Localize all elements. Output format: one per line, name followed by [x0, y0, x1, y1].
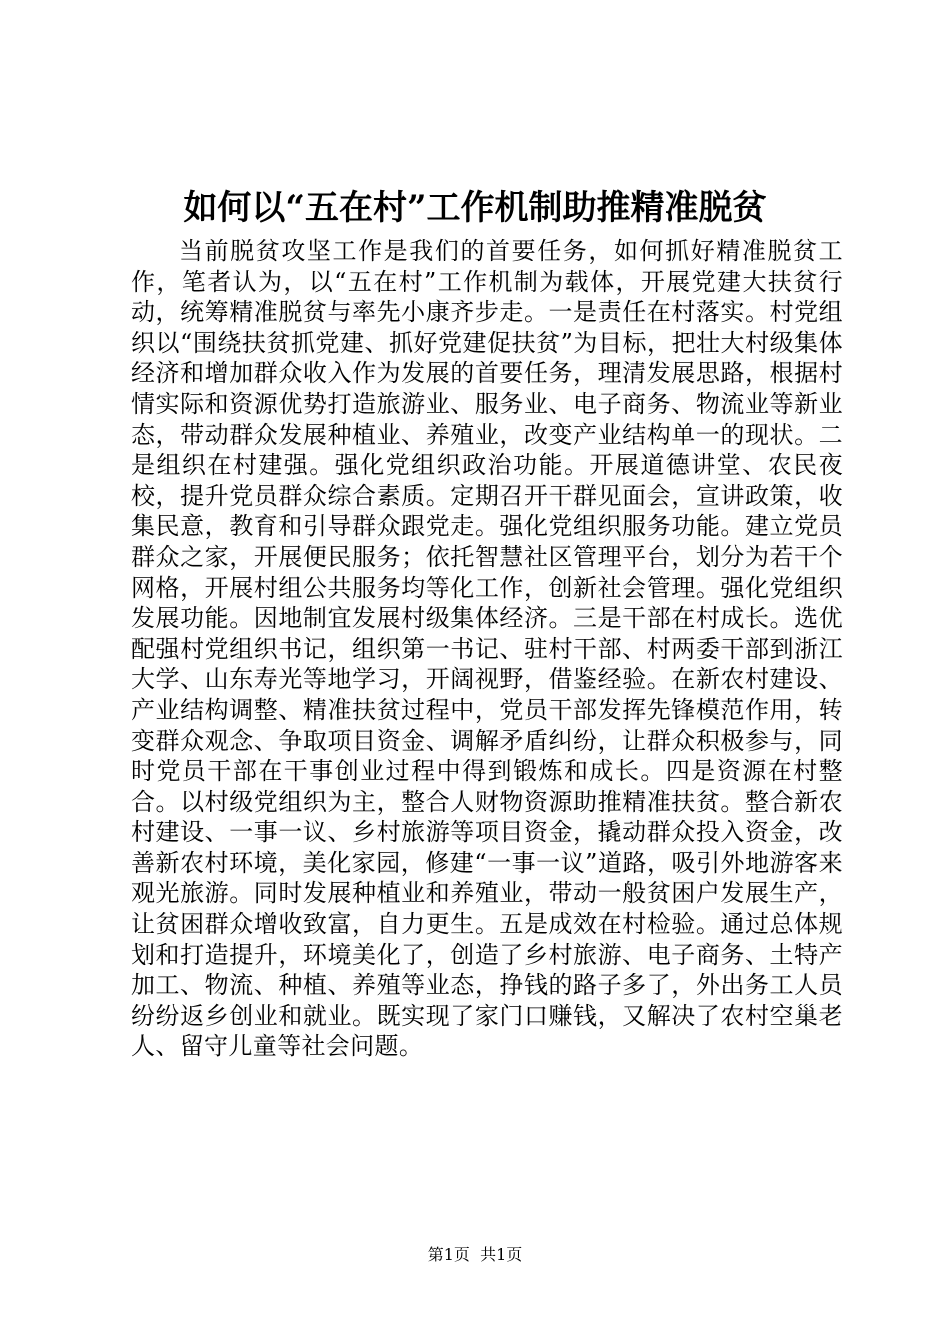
page-footer [0, 1243, 950, 1267]
page-total: 共1页 [480, 1245, 523, 1264]
page-number: 第1页 [427, 1245, 470, 1264]
document-body-paragraph: 当前脱贫攻坚工作是我们的首要任务，如何抓好精准脱贫工作，笔者认为，以“五在村”工作机制为载体，开展党建大扶贫行动，统筹精准脱贫与率先小康齐步走。一是责任在村落实。村党组织以“围绕扶贫抓党建、抓好党建促扶贫”为目标，把壮大村级集体经济和增加群众收入作为发展的首要任务，理清发展思路，根据村情实际和资源优势打造旅游业、服务业、电子商务、物流业等新业态，带动群众发展种植业、养殖业，改变产业结构单一的现状。二是组织在村建强。强化党组织政治功能。开展道德讲堂、农民夜校，提升党员群众综合素质。定期召开干群见面会，宣讲政策，收集民意，教育和引导群众跟党走。强化党组织服务功能。建立党员群众之家，开展便民服务；依托智慧社区管理平台，划分为若干个网格，开展村组公共服务均等化工作，创新社会管理。强化党组织发展功能。因地制宜发展村级集体经济。三是干部在村成长。选优配强村党组织书记，组织第一书记、驻村干部、村两委干部到浙江大学、山东寿光等地学习，开阔视野，借鉴经验。在新农村建设、产业结构调整、精准扶贫过程中，党员干部发挥先锋模范作用，转变群众观念、争取项目资金、调解矛盾纠纷，让群众积极参与，同时党员干部在干事创业过程中得到锻炼和成长。四是资源在村整合。以村级党组织为主，整合人财物资源助推精准扶贫。整合新农村建设、一事一议、乡村旅游等项目资金，撬动群众投入资金，改善新农村环境，美化家园，修建“一事一议”道路，吸引外地游客来观光旅游。同时发展种植业和养殖业，带动一般贫困户发展生产，让贫困群众增收致富，自力更生。五是成效在村检验。通过总体规划和打造提升，环境美化了，创造了乡村旅游、电子商务、土特产加工、物流、种植、养殖等业态，挣钱的路子多了，外出务工人员纷纷返乡创业和就业。既实现了家门口赚钱，又解决了农村空巢老人、留守儿童等社会问题。 [131, 237, 843, 1061]
footer-spacer [470, 1245, 480, 1264]
document-title: 如何以“五在村”工作机制助推精准脱贫 [183, 188, 767, 228]
